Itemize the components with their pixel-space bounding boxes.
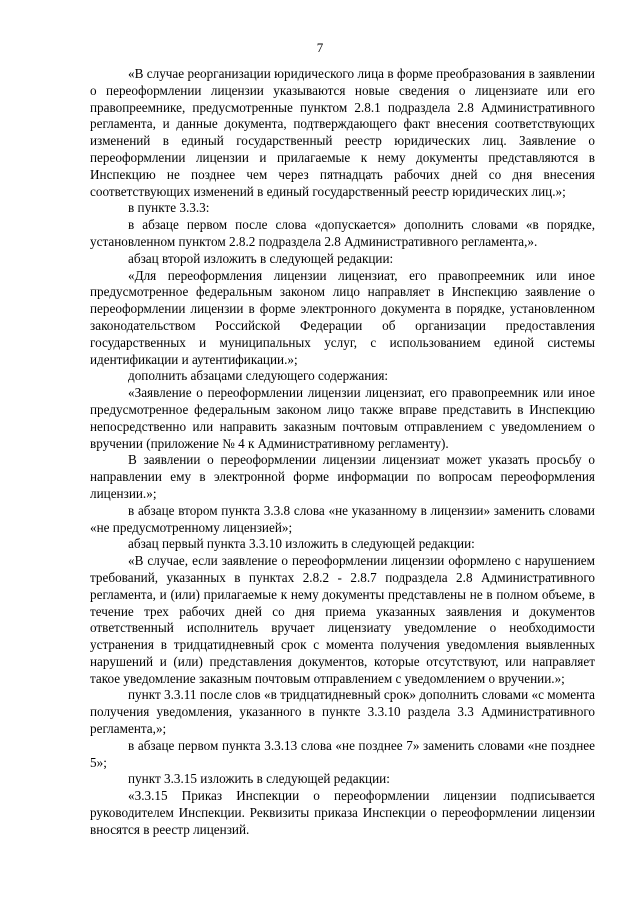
paragraph: абзац второй изложить в следующей редакции: — [128, 250, 394, 266]
paragraph: «Заявление о переоформлении лицензии лицензиат, его правопреемник или иное предусмотренное федеральным законом лицо также вправе представить в Инспекцию непосредственно или направить заказным почтовым отправлением с уведомлением о вручении (приложение № 4 к Административному регламенту). — [90, 385, 595, 451]
paragraph: В заявлении о переоформлении лицензии лицензиат может указать просьбу о направлении ему в электронной форме информации по вопросам переоформления лицензии.»; — [90, 452, 595, 501]
paragraph: пункт 3.3.11 после слов «в тридцатидневный срок» дополнить словами «с момента получения уведомления, указанного в пункте 3.3.10 раздела 3.3 Административного регламента,»; — [90, 687, 595, 737]
paragraph: в абзаце втором пункта 3.3.8 слова «не указанному в лицензии» заменить словами «не предусмотренному лицензией»; — [90, 502, 595, 535]
paragraph: в пункте 3.3.3: — [128, 200, 210, 216]
paragraph: дополнить абзацами следующего содержания: — [128, 368, 389, 384]
paragraph: абзац первый пункта 3.3.10 изложить в следующей редакции: — [128, 536, 475, 552]
paragraph: «В случае, если заявление о переоформлении лицензии оформлено с нарушением требований, указанных в пунктах 2.8.2 - 2.8.7 подраздела 2.8 Административного регламента, и (или) прилагаемые к нему документы представлены не в полном объеме, в течение трех рабочих дней со дня приема указанных заявления и документов ответственный исполнитель вручает лицензиату уведомление о необходимости устранения в тридцатидневный срок с момента получения уведомления выявленных нарушений и (или) представления документов, которые отсутствуют, или направляет такое уведомление заказным почтовым отправлением с уведомлением о вручении.»; — [90, 553, 595, 686]
paragraph: «В случае реорганизации юридического лица в форме преобразования в заявлении о переоформлении лицензии указываются новые сведения о лицензиате или его правопреемнике, предусмотренные пунктом 2.8.1 подраздела 2.8 Административного регламента, и данные документа, подтверждающего факт внесения соответствующих изменений в единый государственный реестр юридических лиц. Заявление о переоформлении лицензии и прилагаемые к нему документы представляются в Инспекцию не позднее чем через пятнадцать рабочих дней со дня внесения соответствующих изменений в единый государственный реестр юридических лиц.»; — [90, 66, 595, 199]
paragraph: «Для переоформления лицензии лицензиат, его правопреемник или иное предусмотренное федеральным законом лицо направляет в Инспекцию заявление о переоформлении лицензии в форме электронного документа в порядке, установленном законодательством Российской Федерации об организации предоставления государственных и муниципальных услуг, с использованием единой системы идентификации и аутентификации.»; — [90, 267, 595, 367]
document-body — [90, 66, 595, 839]
paragraph: пункт 3.3.15 изложить в следующей редакции: — [128, 771, 390, 787]
paragraph: в абзаце первом после слова «допускается» дополнить словами «в порядке, установленном пунктом 2.8.2 подраздела 2.8 Административного регламента,». — [90, 217, 595, 249]
paragraph: «3.3.15 Приказ Инспекции о переоформлении лицензии подписывается руководителем Инспекции. Реквизиты приказа Инспекции о переоформлении лицензии вносятся в реестр лицензий. — [90, 788, 595, 837]
paragraph: в абзаце первом пункта 3.3.13 слова «не позднее 7» заменить словами «не позднее 5»; — [90, 737, 595, 770]
page-number: 7 — [316, 40, 324, 55]
